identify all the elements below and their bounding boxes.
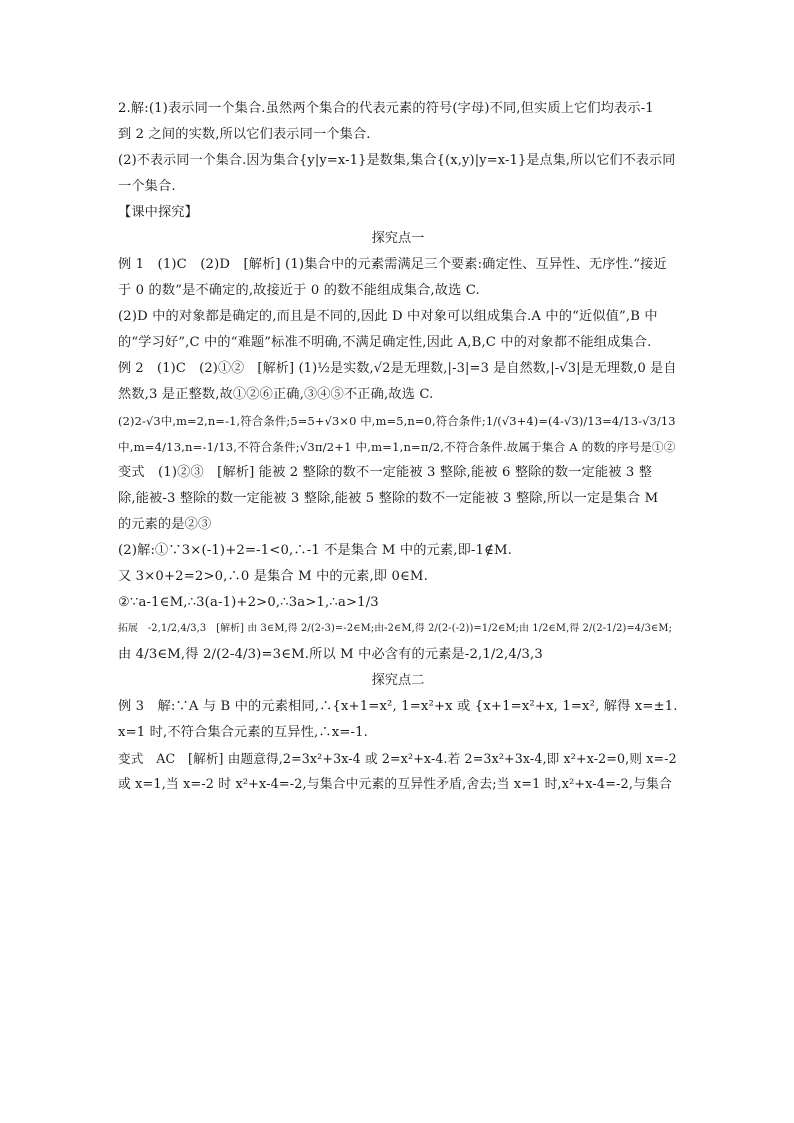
subsection-heading: 探究点一	[371, 231, 425, 246]
text-line: 到 2 之间的实数,所以它们表示同一个集合.	[118, 127, 371, 142]
text-line: 然数,3 是正整数,故①②⑥正确,③④⑤不正确,故选 C.	[118, 387, 434, 402]
text-line: 2.解:(1)表示同一个集合.虽然两个集合的代表元素的符号(字母)不同,但实质上它们均表示-1	[118, 101, 654, 116]
text-line: 或 x=1,当 x=-2 时 x²+x-4=-2,与集合中元素的互异性矛盾,舍去;当 x=1 时,x²+x-4=-2,与集合	[118, 777, 672, 792]
text-line: 的“学习好”,C 中的“难题”标准不明确,不满足确定性,因此 A,B,C 中的对象都不能组成集合.	[118, 335, 652, 350]
subsection-heading: 探究点二	[371, 673, 425, 688]
text-line: 变式 AC [解析] 由题意得,2=3x²+3x-4 或 2=x²+x-4.若 2=3x²+3x-4,即 x²+x-2=0,则 x=-2	[118, 751, 677, 766]
text-line: 于 0 的数”是不确定的,故接近于 0 的数不能组成集合,故选 C.	[118, 283, 480, 298]
text-line: ②∵a-1∈M,∴3(a-1)+2>0,∴3a>1,∴a>1/3	[118, 595, 379, 610]
text-line: 例 1 (1)C (2)D [解析] (1)集合中的元素需满足三个要素:确定性、互异性、无序性.“接近	[118, 257, 667, 272]
text-line: 变式 (1)②③ [解析] 能被 2 整除的数不一定能被 3 整除,能被 6 整除的数一定能被 3 整	[118, 465, 653, 480]
text-line: x=1 时,不符合集合元素的互异性,∴x=-1.	[118, 725, 369, 740]
answer-page	[118, 96, 678, 798]
text-line: 的元素的是②③	[118, 517, 212, 532]
text-line: (2)2-√3中,m=2,n=-1,符合条件;5=5+√3×0 中,m=5,n=0,符合条件;1/(√3+4)=(4-√3)/13=4/13-√3/13	[118, 414, 676, 428]
text-line: 例 3 解:∵A 与 B 中的元素相同,∴{x+1=x², 1=x²+x 或 {x+1=x²+x, 1=x², 解得 x=±1.	[118, 699, 678, 714]
text-line: 由 4/3∈M,得 2/(2-4/3)=3∈M.所以 M 中必含有的元素是-2,1/2,4/3,3	[118, 647, 543, 662]
text-line: 除,能被-3 整除的数一定能被 3 整除,能被 5 整除的数不一定能被 3 整除,所以一定是集合 M	[118, 491, 659, 506]
text-line: (2)解:①∵3×(-1)+2=-1<0,∴-1 不是集合 M 中的元素,即-1∉M.	[118, 543, 512, 558]
section-title: 【课中探究】	[118, 205, 199, 220]
text-line: (2)不表示同一个集合.因为集合{y|y=x-1}是数集,集合{(x,y)|y=x-1}是点集,所以它们不表示同	[118, 153, 676, 168]
text-line: 中,m=4/13,n=-1/13,不符合条件;√3π/2+1 中,m=1,n=π/2,不符合条件.故属于集合 A 的数的序号是①②	[118, 440, 676, 454]
text-line: 拓展 -2,1/2,4/3,3 [解析] 由 3∈M,得 2/(2-3)=-2∈M;由-2∈M,得 2/(2-(-2))=1/2∈M;由 1/2∈M,得 2/(2-1/2)=4/3∈M;	[118, 623, 673, 634]
text-line: (2)D 中的对象都是确定的,而且是不同的,因此 D 中对象可以组成集合.A 中的“近似值”,B 中	[118, 309, 658, 324]
text-line: 例 2 (1)C (2)①② [解析] (1)½是实数,√2是无理数,|-3|=3 是自然数,|-√3|是无理数,0 是自	[118, 361, 677, 376]
text-line: 一个集合.	[118, 179, 176, 194]
text-line: 又 3×0+2=2>0,∴0 是集合 M 中的元素,即 0∈M.	[118, 569, 428, 584]
